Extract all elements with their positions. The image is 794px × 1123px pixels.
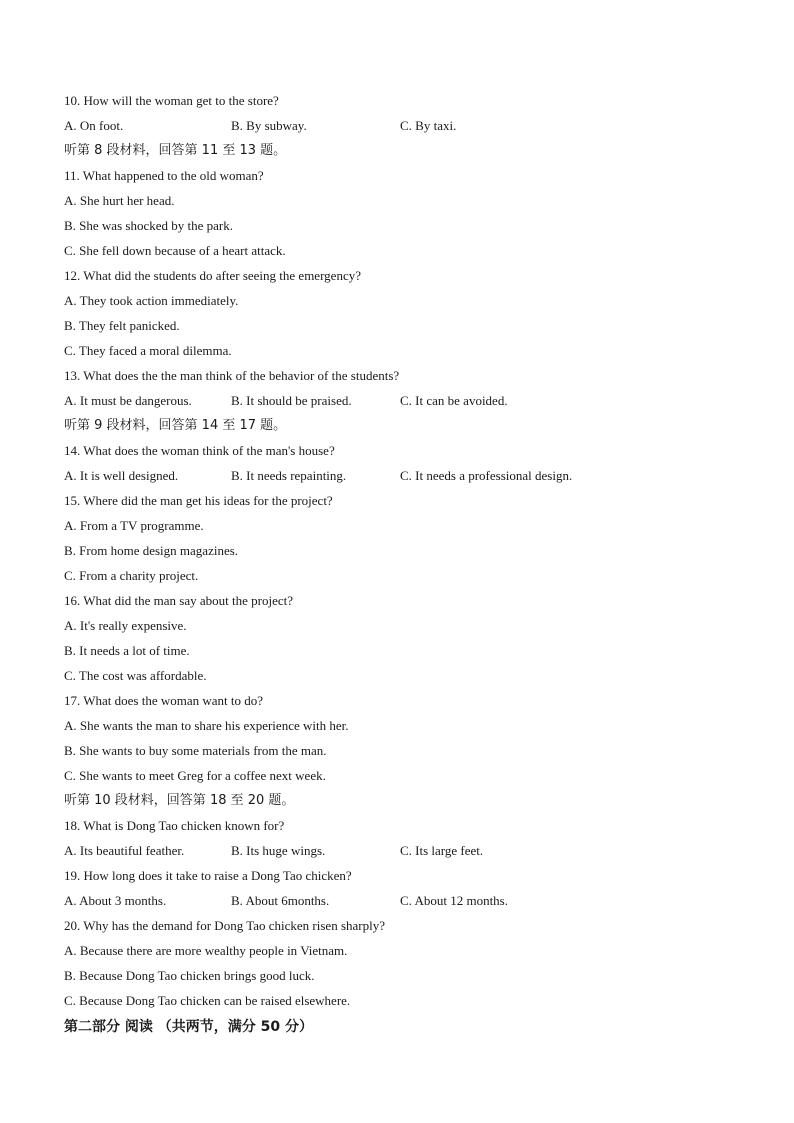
option-17-b: B. She wants to buy some materials from the man. [64, 743, 327, 758]
option-10-a: A. On foot. [64, 118, 124, 133]
option-14-a: A. It is well designed. [64, 468, 179, 483]
option-12-a: A. They took action immediately. [64, 293, 239, 308]
option-10-c: C. By taxi. [400, 118, 457, 133]
option-16-c: C. The cost was affordable. [64, 668, 207, 683]
question-11: 11. What happened to the old woman? [64, 168, 264, 183]
option-17-a: A. She wants the man to share his experience with her. [64, 718, 349, 733]
option-20-b: B. Because Dong Tao chicken brings good luck. [64, 968, 315, 983]
option-10-b: B. By subway. [231, 118, 307, 133]
question-19: 19. How long does it take to raise a Dong Tao chicken? [64, 868, 352, 883]
question-10: 10. How will the woman get to the store? [64, 93, 279, 108]
option-15-a: A. From a TV programme. [64, 518, 204, 533]
option-11-a: A. She hurt her head. [64, 193, 175, 208]
options-row-14 [64, 463, 744, 488]
option-16-a: A. It's really expensive. [64, 618, 187, 633]
option-18-c: C. Its large feet. [400, 843, 484, 858]
question-16: 16. What did the man say about the project? [64, 593, 293, 608]
option-13-c: C. It can be avoided. [400, 393, 508, 408]
option-20-a: A. Because there are more wealthy people in Vietnam. [64, 943, 348, 958]
option-14-b: B. It needs repainting. [231, 468, 347, 483]
option-19-b: B. About 6months. [231, 893, 330, 908]
option-12-b: B. They felt panicked. [64, 318, 180, 333]
instruction-section-8: 听第 8 段材料，回答第 11 至 13 题。 [64, 143, 287, 158]
option-12-c: C. They faced a moral dilemma. [64, 343, 232, 358]
question-18: 18. What is Dong Tao chicken known for? [64, 818, 285, 833]
question-13: 13. What does the the man think of the behavior of the students? [64, 368, 400, 383]
option-11-b: B. She was shocked by the park. [64, 218, 233, 233]
option-16-b: B. It needs a lot of time. [64, 643, 190, 658]
option-20-c: C. Because Dong Tao chicken can be raised elsewhere. [64, 993, 351, 1008]
option-15-b: B. From home design magazines. [64, 543, 239, 558]
options-row-19 [64, 888, 744, 913]
options-row-13 [64, 388, 744, 413]
question-15: 15. Where did the man get his ideas for the project? [64, 493, 333, 508]
option-13-b: B. It should be praised. [231, 393, 352, 408]
question-14: 14. What does the woman think of the man's house? [64, 443, 335, 458]
question-20: 20. Why has the demand for Dong Tao chicken risen sharply? [64, 918, 385, 933]
instruction-section-9: 听第 9 段材料，回答第 14 至 17 题。 [64, 418, 287, 433]
option-18-b: B. Its huge wings. [231, 843, 326, 858]
question-12: 12. What did the students do after seeing the emergency? [64, 268, 361, 283]
options-row-10 [64, 113, 744, 138]
option-17-c: C. She wants to meet Greg for a coffee next week. [64, 768, 326, 783]
option-13-a: A. It must be dangerous. [64, 393, 192, 408]
option-19-c: C. About 12 months. [400, 893, 508, 908]
option-18-a: A. Its beautiful feather. [64, 843, 185, 858]
option-14-c: C. It needs a professional design. [400, 468, 573, 483]
question-17: 17. What does the woman want to do? [64, 693, 264, 708]
options-row-18 [64, 838, 744, 863]
option-15-c: C. From a charity project. [64, 568, 199, 583]
option-19-a: A. About 3 months. [64, 893, 167, 908]
exam-page [64, 88, 744, 1041]
section-heading-reading: 第二部分 阅读 （共两节，满分 50 分） [64, 1019, 313, 1035]
instruction-section-10: 听第 10 段材料，回答第 18 至 20 题。 [64, 793, 295, 808]
option-11-c: C. She fell down because of a heart attack. [64, 243, 286, 258]
